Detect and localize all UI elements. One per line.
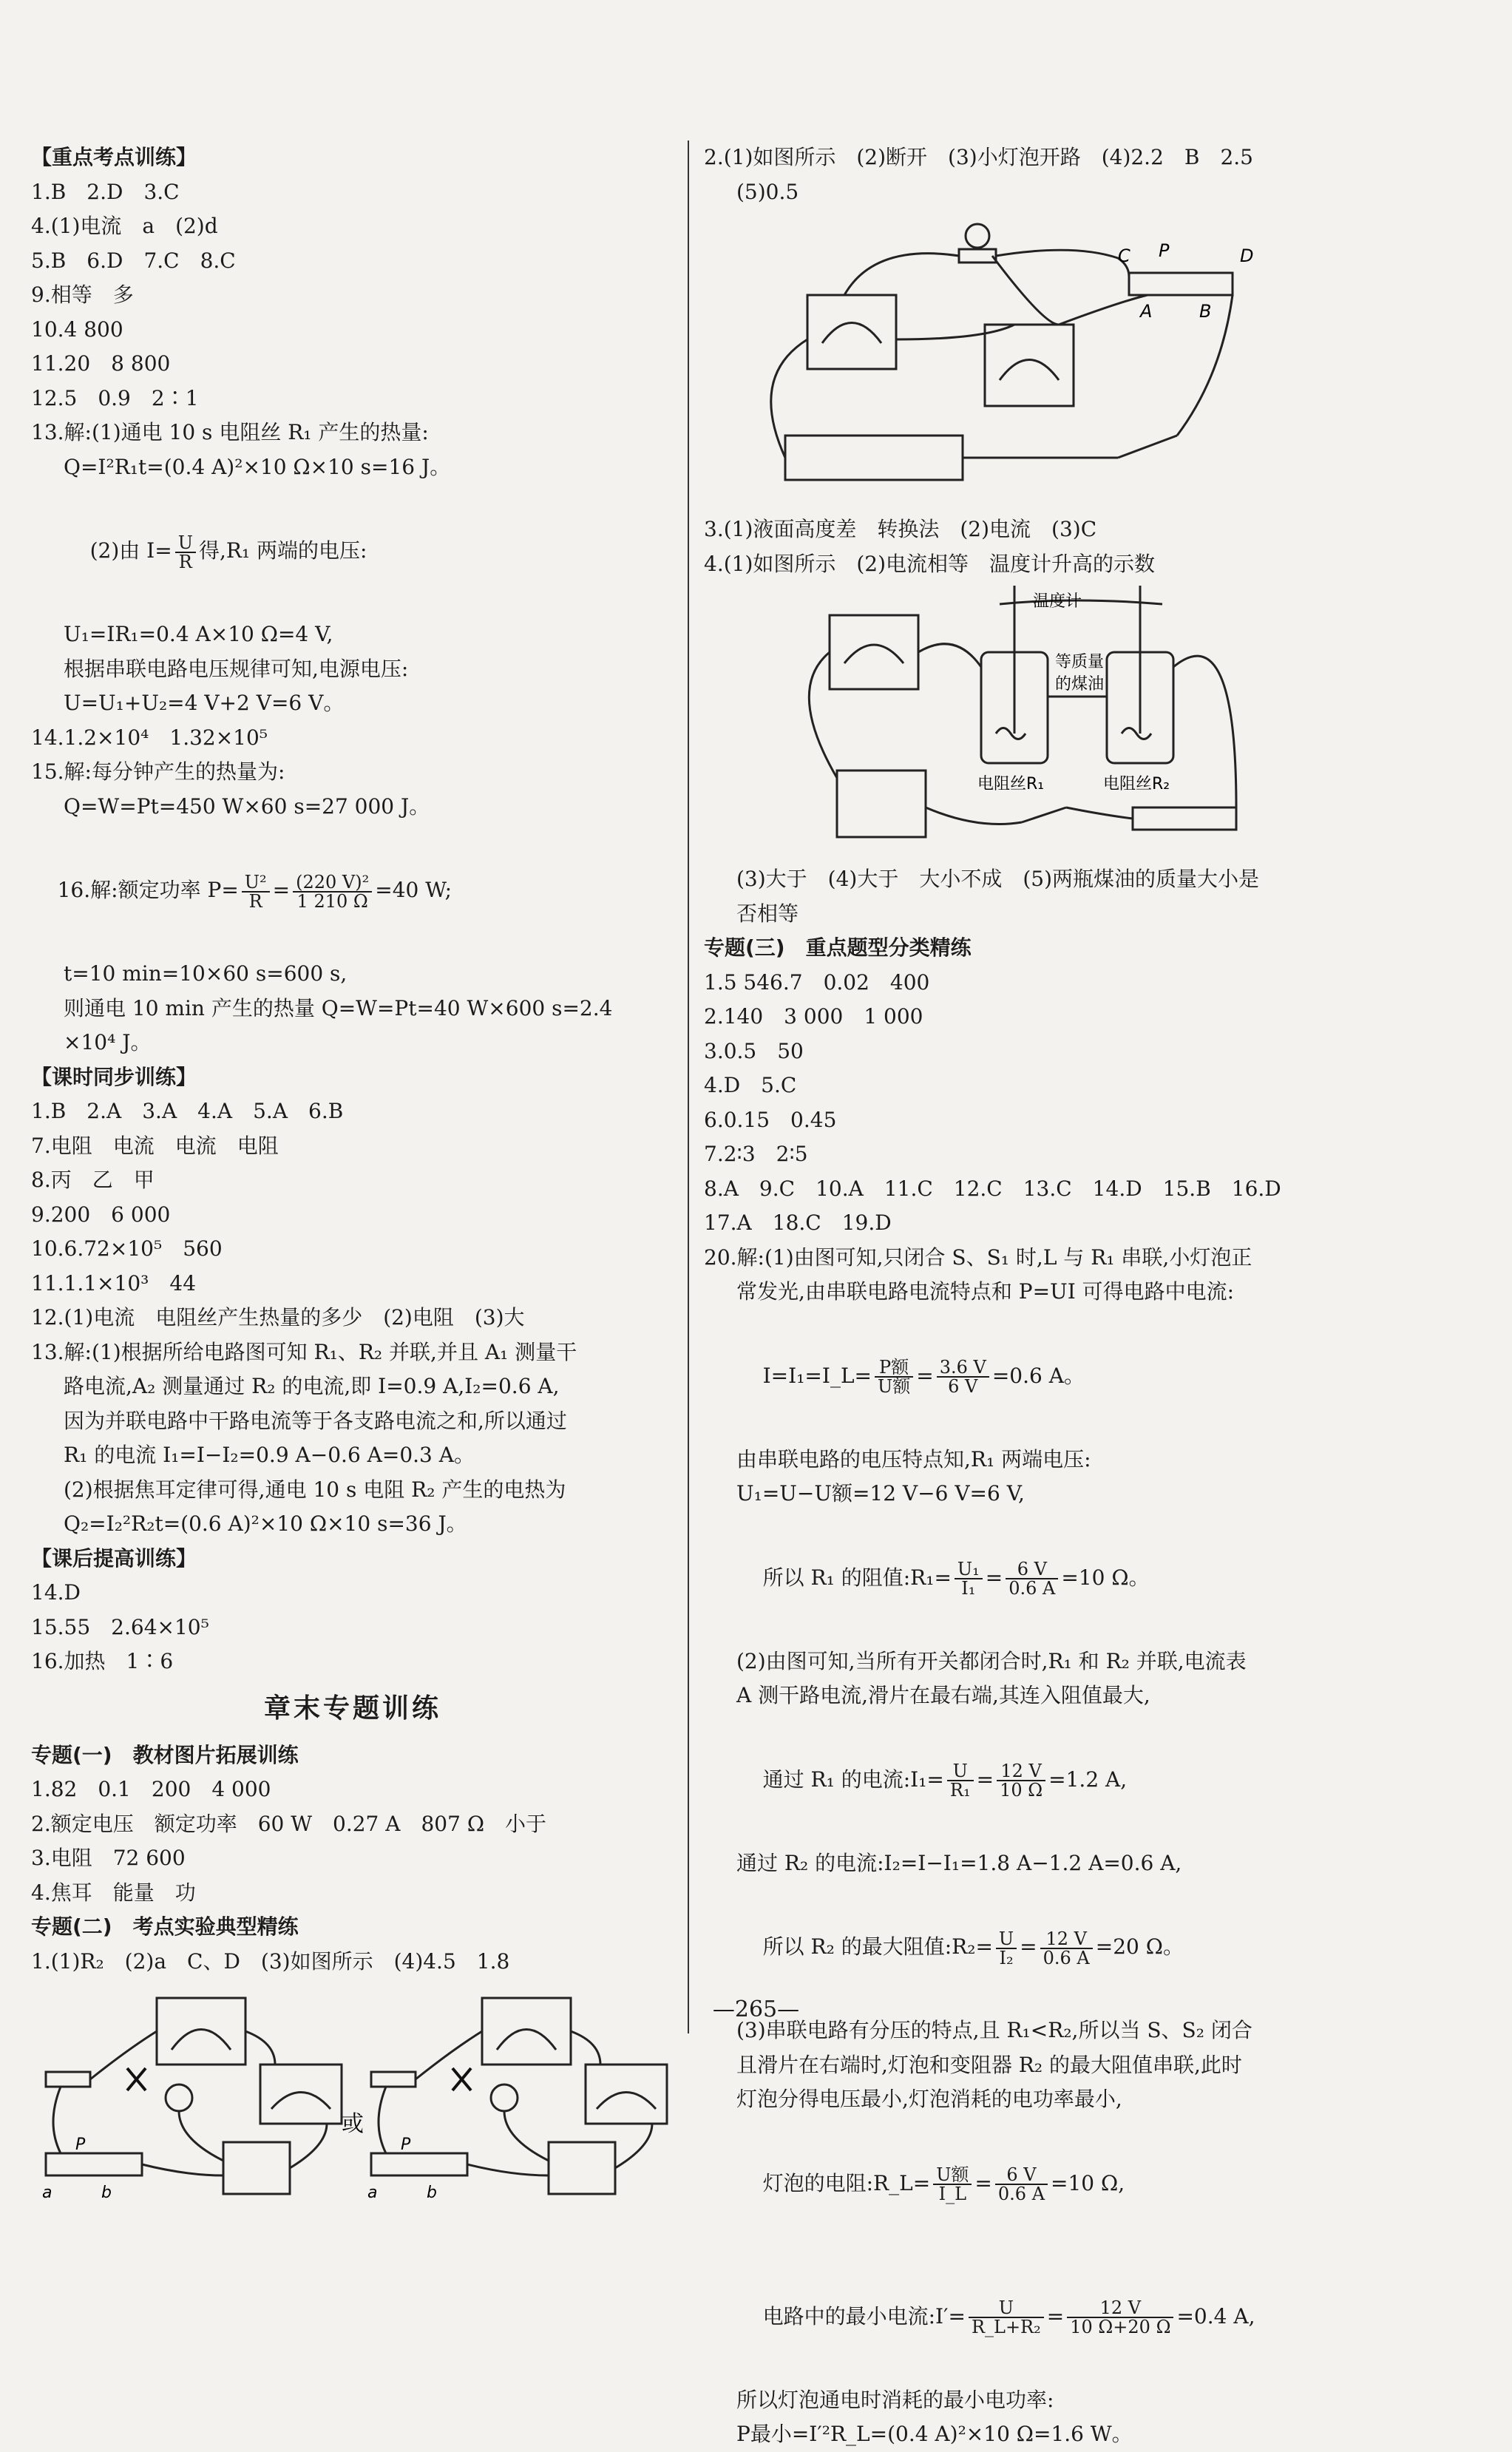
denominator: 10 Ω [1000, 1780, 1043, 1801]
answer-line: 8.A 9.C 10.A 11.C 12.C 13.C 14.D 15.B 16.D [704, 1176, 1281, 1201]
formula-line [704, 1511, 1488, 1645]
solution-line: 根据串联电路电压规律可知,电源电压: [64, 656, 409, 681]
formula-line [31, 824, 674, 957]
topic-heading-3: 专题(三) 重点题型分类精练 [704, 935, 972, 960]
bulb-icon [166, 2084, 192, 2111]
answer-line: 3.电阻 72 600 [31, 1846, 186, 1870]
fraction [875, 1358, 913, 1395]
solution-line: 由串联电路的电压特点知,R₁ 两端电压: [736, 1446, 1091, 1471]
voltmeter-icon [586, 2065, 667, 2124]
numerator: U₁ [955, 1560, 983, 1579]
answer-line: 4.D 5.C [704, 1073, 797, 1097]
answer-line: 2.额定电压 额定功率 60 W 0.27 A 807 Ω 小于 [31, 1811, 547, 1836]
denominator: 10 Ω+20 Ω [1070, 2317, 1171, 2337]
denominator: R_L+R₂ [971, 2317, 1041, 2337]
battery-icon [549, 2142, 615, 2194]
solution-line: U=U₁+U₂=4 V+2 V=6 V。 [64, 691, 345, 715]
denominator: 1 210 Ω [296, 890, 368, 912]
answer-line: 8.丙 乙 甲 [31, 1168, 155, 1192]
solution-line: 常发光,由串联电路电流特点和 P=UI 可得电路中电流: [736, 1279, 1235, 1304]
formula-line [704, 1713, 1488, 1846]
fraction [997, 1762, 1045, 1799]
denominator: R₁ [949, 1780, 971, 1801]
denominator: U额 [878, 1376, 911, 1397]
solution-line: 灯泡分得电压最小,灯泡消耗的电功率最小, [736, 2087, 1122, 2111]
fraction [175, 534, 196, 571]
switch-icon [1118, 436, 1177, 458]
solution-line: 所以灯泡通电时消耗的最小电功率: [736, 2387, 1054, 2412]
formula-line [704, 1310, 1488, 1443]
denominator: I_L [938, 2184, 967, 2204]
terminal-label: a [367, 2184, 378, 2202]
solution-line: 则通电 10 min 产生的热量 Q=W=Pt=40 W×600 s=2.4 [64, 995, 613, 1020]
numerator: 12 V [997, 1762, 1045, 1781]
slider-label: P [75, 2136, 86, 2154]
numerator: 6 V [1006, 1560, 1058, 1579]
fraction [1040, 1930, 1093, 1967]
right-column [704, 140, 1488, 2452]
solution-line: Q=I²R₁t=(0.4 A)²×10 Ω×10 s=16 J。 [64, 454, 451, 479]
formula-text: = [974, 2170, 992, 2195]
terminal-label: B [1199, 301, 1212, 322]
answer-line: 1.B 2.D 3.C [31, 179, 180, 204]
solution-line: R₁ 的电流 I₁=I−I₂=0.9 A−0.6 A=0.3 A。 [64, 1443, 475, 1467]
formula-text: =0.6 A。 [991, 1363, 1085, 1388]
answer-line: 17.A 18.C 19.D [704, 1210, 892, 1235]
answer-line: 2.(1)如图所示 (2)断开 (3)小灯泡开路 (4)2.2 B 2.5 [704, 145, 1253, 169]
circuit-figure-2 [704, 214, 1488, 502]
battery-icon [837, 771, 926, 837]
section-heading-improve: 【课后提高训练】 [31, 1545, 197, 1571]
bulb-icon [966, 224, 989, 248]
fraction [937, 1358, 989, 1395]
denominator: 0.6 A [1043, 1947, 1090, 1968]
solution-line: 因为并联电路中干路电流等于各支路电流之和,所以通过 [64, 1408, 567, 1433]
numerator: U额 [933, 2166, 972, 2185]
rheostat-icon [1129, 273, 1233, 295]
thermometer-label: 温度计 [1033, 592, 1082, 611]
denominator: 0.6 A [997, 2184, 1045, 2204]
answer-line: 10.4 800 [31, 316, 123, 342]
answer-list-key-points [31, 175, 674, 450]
formula-text: 所以 R₁ 的阻值:R₁= [762, 1565, 952, 1590]
answer-line: (5)0.5 [736, 179, 799, 204]
formula-text: = [1046, 2303, 1065, 2329]
denominator: 0.6 A [1008, 1578, 1056, 1599]
numerator: 3.6 V [937, 1358, 989, 1378]
answer-line: 3.0.5 50 [704, 1038, 804, 1063]
answer-line: 12.5 0.9 2∶1 [31, 385, 199, 410]
answer-line: 9.相等 多 [31, 282, 134, 307]
formula-line [704, 2250, 1488, 2383]
bulb-icon [491, 2084, 518, 2111]
solution-line: 且滑片在右端时,灯泡和变阻器 R₂ 的最大阻值串联,此时 [736, 2052, 1242, 2077]
fraction [947, 1762, 974, 1799]
answer-line: 1.(1)R₂ (2)a C、D (3)如图所示 (4)4.5 1.8 [31, 1948, 510, 1974]
formula-text: = [272, 878, 291, 902]
answer-line: 11.20 8 800 [31, 351, 171, 376]
answer-line: 否相等 [736, 901, 799, 926]
answer-line: 6.0.15 0.45 [704, 1107, 837, 1132]
solution-line: 通过 R₂ 的电流:I₂=I−I₁=1.8 A−1.2 A=0.6 A, [736, 1850, 1182, 1875]
fraction [242, 873, 270, 910]
answer-list-sync [31, 1094, 674, 1542]
denominator: R [178, 551, 192, 572]
formula-text: =10 Ω, [1051, 2170, 1125, 2195]
formula-line [31, 484, 674, 617]
answer-line: 16.加热 1∶6 [31, 1649, 174, 1673]
formula-text: 16.解:额定功率 P= [57, 878, 239, 902]
answer-line: 3.(1)液面高度差 转换法 (2)电流 (3)C [704, 517, 1097, 541]
oil-label: 等质量 [1055, 653, 1105, 671]
terminal-label: a [42, 2184, 52, 2202]
fraction [1067, 2299, 1173, 2336]
denominator: 6 V [948, 1376, 978, 1397]
numerator: U [175, 534, 196, 553]
rheostat-icon [371, 2153, 467, 2175]
formula-text: = [976, 1767, 994, 1792]
formula-text: = [916, 1363, 934, 1388]
answer-line: (3)大于 (4)大于 大小不成 (5)两瓶煤油的质量大小是 [736, 867, 1259, 891]
answer-line: 14.1.2×10⁴ 1.32×10⁵ [31, 725, 268, 750]
topic-heading-2: 专题(二) 考点实验典型精练 [31, 1914, 299, 1939]
solution-line: Q=W=Pt=450 W×60 s=27 000 J。 [64, 793, 430, 819]
resistor-label: 电阻丝R₁ [977, 775, 1045, 793]
answer-line: 2.140 3 000 1 000 [704, 1004, 923, 1029]
numerator: P额 [875, 1358, 913, 1378]
formula-text: = [1020, 1934, 1037, 1959]
terminal-label: D [1240, 245, 1254, 266]
formula-text: =0.4 A, [1176, 2303, 1255, 2329]
battery-icon [223, 2142, 290, 2194]
answer-line: 9.200 6 000 [31, 1202, 171, 1227]
formula-text: =10 Ω。 [1061, 1565, 1150, 1590]
answer-line: 1.82 0.1 200 4 000 [31, 1777, 271, 1801]
answer-line: 7.2∶3 2∶5 [704, 1142, 808, 1166]
answer-line: 15.55 2.64×10⁵ [31, 1614, 209, 1639]
solution-line: 路电流,A₂ 测量通过 R₂ 的电流,即 I=0.9 A,I₂=0.6 A, [64, 1374, 560, 1398]
ammeter-icon [807, 295, 896, 369]
answer-line: 15.解:每分钟产生的热量为: [31, 759, 285, 784]
rheostat-icon [46, 2153, 142, 2175]
denominator: I₂ [999, 1947, 1014, 1968]
oil-label: 的煤油 [1055, 675, 1105, 694]
answer-line: 13.解:(1)通电 10 s 电阻丝 R₁ 产生的热量: [31, 420, 429, 444]
cross-mark-icon [127, 2068, 471, 2090]
terminal-label: b [427, 2184, 437, 2202]
solution-line: A 测干路电流,滑片在最右端,其连入阻值最大, [736, 1683, 1150, 1707]
solution-line: U₁=IR₁=0.4 A×10 Ω=4 V, [64, 622, 333, 646]
slider-label: P [401, 2136, 411, 2154]
numerator: U [969, 2299, 1044, 2318]
section-heading-key-points: 【重点考点训练】 [31, 145, 197, 169]
answer-line: 11.1.1×10³ 44 [31, 1270, 197, 1296]
answer-line: 5.B 6.D 7.C 8.C [31, 248, 236, 273]
rheostat-icon [1133, 807, 1236, 830]
formula-text: 电路中的最小电流:I′= [762, 2303, 966, 2329]
topic-heading-1: 专题(一) 教材图片拓展训练 [31, 1742, 299, 1767]
switch-icon [371, 2072, 416, 2087]
denominator: I₁ [961, 1578, 976, 1599]
numerator: (220 V)² [293, 873, 372, 893]
switch-icon [46, 2072, 90, 2087]
answer-line: 4.焦耳 能量 功 [31, 1880, 196, 1905]
circuit-figure-3 [704, 586, 1488, 852]
formula-text: (2)由 I= [89, 538, 172, 563]
numerator: U [947, 1762, 974, 1781]
battery-icon [785, 436, 963, 480]
switch-icon [1022, 807, 1066, 822]
denominator: R [248, 890, 262, 912]
numerator: U [996, 1930, 1017, 1949]
solution-line: (2)根据焦耳定律可得,通电 10 s 电阻 R₂ 产生的电热为 [64, 1477, 566, 1502]
fraction [933, 2166, 972, 2203]
formula-text: 所以 R₂ 的最大阻值:R₂= [762, 1934, 993, 1959]
answer-line: 4.(1)如图所示 (2)电流相等 温度计升高的示数 [704, 551, 1156, 576]
fraction [995, 2166, 1048, 2203]
formula-text: = [985, 1565, 1003, 1590]
answer-line: 1.5 546.7 0.02 400 [704, 969, 930, 995]
fraction [969, 2299, 1044, 2336]
formula-text: 得,R₁ 两端的电压: [198, 538, 367, 563]
terminal-label: A [1140, 301, 1153, 322]
terminal-label: b [101, 2184, 112, 2202]
numerator: 6 V [995, 2166, 1048, 2185]
fraction [1006, 1560, 1058, 1597]
answer-line: 10.6.72×10⁵ 560 [31, 1236, 223, 1261]
answer-line: 14.D [31, 1580, 81, 1605]
formula-text: =1.2 A, [1048, 1767, 1128, 1792]
formula-line [704, 2117, 1488, 2250]
formula-line [704, 1880, 1488, 2014]
formula-text: I=I₁=I_L= [762, 1363, 872, 1388]
formula-text: =20 Ω。 [1095, 1934, 1184, 1959]
answer-line: 12.(1)电流 电阻丝产生热量的多少 (2)电阻 (3)大 [31, 1305, 525, 1330]
numerator: 12 V [1040, 1930, 1093, 1949]
solution-line: ×10⁴ J。 [64, 1030, 152, 1054]
left-column [31, 140, 674, 2215]
answer-line: 13.解:(1)根据所给电路图可知 R₁、R₂ 并联,并且 A₁ 测量干 [31, 1339, 577, 1364]
column-divider [688, 140, 689, 2033]
fraction [955, 1560, 983, 1597]
fraction [996, 1930, 1017, 1967]
voltmeter-icon [260, 2065, 342, 2124]
section-heading-sync: 【课时同步训练】 [31, 1064, 197, 1089]
voltmeter-icon [985, 325, 1074, 406]
chapter-title: 章末专题训练 [263, 1693, 441, 1724]
numerator: 12 V [1067, 2299, 1173, 2318]
solution-line: U₁=U−U额=12 V−6 V=6 V, [736, 1481, 1025, 1506]
formula-text: 通过 R₁ 的电流:I₁= [762, 1767, 944, 1792]
numerator: U² [242, 873, 270, 893]
answer-line: 20.解:(1)由图可知,只闭合 S、S₁ 时,L 与 R₁ 串联,小灯泡正 [704, 1244, 1252, 1270]
fraction [293, 873, 372, 910]
ammeter-icon [830, 615, 918, 689]
answer-line: 4.(1)电流 a (2)d [31, 214, 218, 238]
answer-line: 7.电阻 电流 电流 电阻 [31, 1133, 279, 1158]
formula-text: =40 W; [375, 878, 452, 902]
solution-line: (3)串联电路有分压的特点,且 R₁<R₂,所以当 S、S₂ 闭合 [736, 2018, 1252, 2042]
resistor-label: 电阻丝R₂ [1103, 775, 1170, 793]
solution-line: P最小=I′²R_L=(0.4 A)²×10 Ω=1.6 W。 [736, 2422, 1133, 2446]
slider-label: P [1159, 240, 1170, 261]
page-number: —265— [712, 1997, 800, 2022]
solution-line: t=10 min=10×60 s=600 s, [64, 961, 348, 986]
solution-line: (2)由图可知,当所有开关都闭合时,R₁ 和 R₂ 并联,电流表 [736, 1648, 1247, 1673]
formula-text: 灯泡的电阻:R_L= [762, 2170, 931, 2195]
or-label: 或 [342, 2111, 364, 2137]
answer-line: 1.B 2.A 3.A 4.A 5.A 6.B [31, 1099, 344, 1123]
solution-line: Q₂=I₂²R₂t=(0.6 A)²×10 Ω×10 s=36 J。 [64, 1511, 467, 1536]
terminal-label: C [1118, 245, 1130, 266]
